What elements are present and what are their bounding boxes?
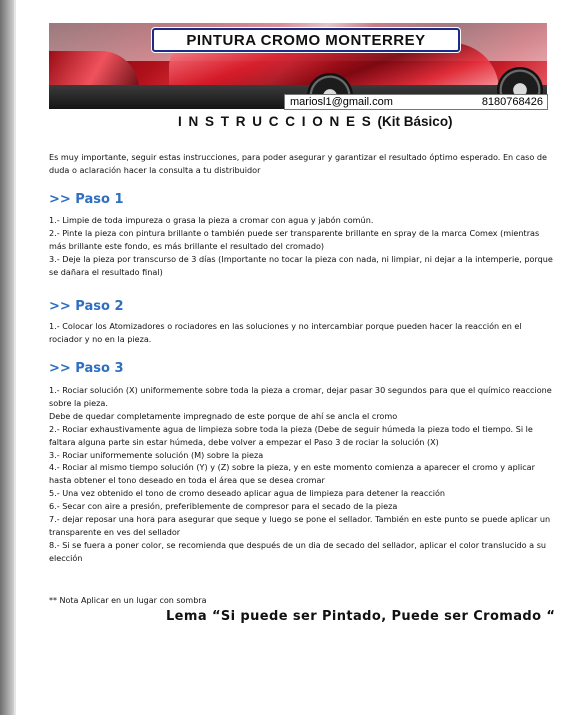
document-heading (178, 114, 453, 129)
step-3-line-8: 7.- dejar reposar una hora para asegurar que seque y luego se pone el sellador. También en este punto se puede aplicar un transparente en ves del sellador (49, 514, 551, 537)
heading-sub: (Kit Básico) (377, 114, 453, 129)
step-2-body (49, 320, 554, 346)
heading-main: I N S T R U C C I O N E S (178, 114, 373, 129)
step-1-body (49, 214, 554, 279)
intro-paragraph: Es muy importante, seguir estas instrucciones, para poder asegurar y garantizar el resultado óptimo esperado. En caso de duda o aclaración hacer la consulta a tu distribuidor (49, 152, 548, 175)
window-left-edge (0, 0, 14, 715)
banner-contact-box (284, 94, 548, 110)
step-1-line-3: 3.- Deje la pieza por transcurso de 3 días (Importante no tocar la pieza con nada, ni limpiar, ni dejar a la intemperie, porque se dañara el resultado final) (49, 253, 553, 277)
step-3-title: >> Paso 3 (49, 361, 124, 376)
note-text: ** Nota Aplicar en un lugar con sombra (49, 596, 207, 605)
step-3-line-3: 2.- Rociar exhaustivamente agua de limpieza sobre toda la pieza (Debe de seguir húmeda la pieza todo el tiempo. Si le faltara alguna parte sin estar húmeda, debe volver a empezar el Paso 3 de rociar la solución (X) (49, 423, 533, 447)
step-1-line-1: 1.- Limpie de toda impureza o grasa la pieza a cromar con agua y jabón común. (49, 215, 374, 225)
step-3-body (49, 384, 554, 565)
step-1-line-2: 2.- Pinte la pieza con pintura brillante o también puede ser transparente brillante en spray de la marca Comex (mientras más brillante este fondo, es más brillante el resultado del cromado) (49, 227, 540, 251)
step-3-line-5: 4.- Rociar al mismo tiempo solución (Y) y (Z) sobre la pieza, y en este momento comienza a aparecer el cromo y aplicar hasta obtener el tono deseado en toda el área que se desea cromar (49, 462, 535, 486)
banner-title-box (152, 28, 460, 52)
lema-text: Lema “Si puede ser Pintado, Puede ser Cromado “ (166, 609, 556, 624)
step-3-line-9: 8.- Si se fuera a poner color, se recomienda que después de un dia de secado del sellador, aplicar el color translucido a su elección (49, 539, 547, 563)
step-3-line-2: Debe de quedar completamente impregnado de este porque de ahí se ancla el cromo (49, 410, 398, 421)
step-2-title: >> Paso 2 (49, 299, 124, 314)
banner-title: PINTURA CROMO MONTERREY (186, 31, 426, 49)
step-1-title: >> Paso 1 (49, 192, 124, 207)
step-3-line-1: 1.- Rociar solución (X) uniformemente sobre toda la pieza a cromar, dejar pasar 30 segundos para que el químico reaccione sobre la pieza. (49, 385, 552, 408)
step-3-line-6: 5.- Una vez obtenido el tono de cromo deseado aplicar agua de limpieza para detener la reacción (49, 488, 446, 499)
step-3-line-4: 3.- Rociar uniformemente solución (M) sobre la pieza (49, 449, 264, 460)
step-3-line-7: 6.- Secar con aire a presión, preferiblemente de compresor para el secado de la pieza (49, 501, 398, 512)
window-left-edge-highlight (14, 0, 16, 715)
contact-email: mariosl1@gmail.com (290, 96, 393, 108)
step-2-line-1: 1.- Colocar los Atomizadores o rociadores en las soluciones y no intercambiar porque pueden hacer la reacción en el rociador y no en la pieza. (49, 321, 522, 344)
contact-phone: 8180768426 (481, 96, 543, 108)
